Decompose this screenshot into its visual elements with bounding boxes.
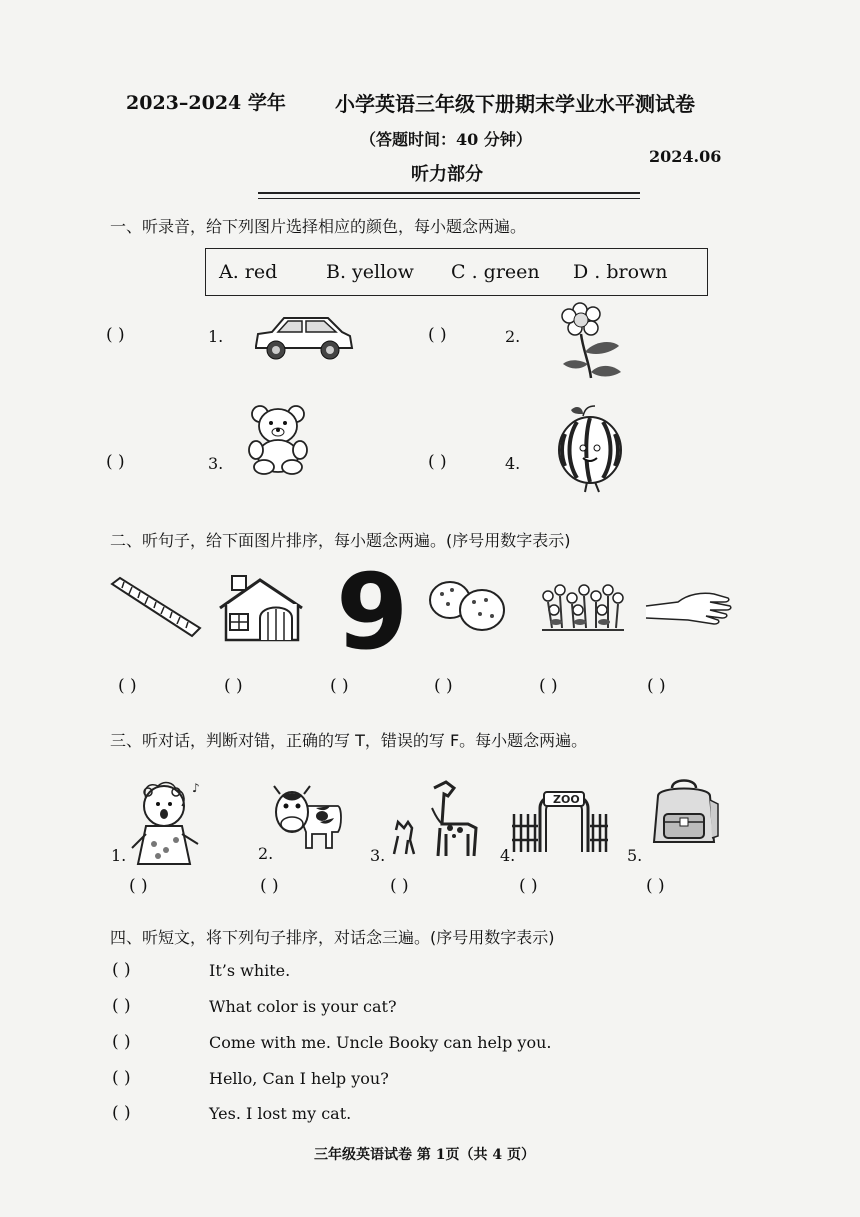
exam-date: 2024.06 <box>649 147 722 166</box>
title-rule <box>258 192 640 194</box>
section1-heading: 一、听录音，给下列图片选择相应的颜色，每小题念两遍。 <box>110 217 527 236</box>
cookies-icon <box>428 578 508 634</box>
color-options-box <box>205 248 708 296</box>
sentence-blank-4[interactable]: ( ) <box>112 1068 131 1088</box>
exam-title: 小学英语三年级下册期末学业水平测试卷 <box>335 92 695 116</box>
judge-number-1: 1. <box>111 846 127 865</box>
house-icon <box>216 574 306 644</box>
exam-duration: （答题时间：40 分钟） <box>360 130 532 149</box>
sentence-blank-1[interactable]: ( ) <box>112 960 131 980</box>
sentence-2: What color is your cat? <box>209 997 397 1016</box>
flowers-icon <box>538 582 624 632</box>
sentence-blank-5[interactable]: ( ) <box>112 1103 131 1123</box>
order-blank-1[interactable]: ( ) <box>118 676 137 696</box>
flower-icon <box>555 300 630 382</box>
option-a: A. red <box>219 261 278 283</box>
zoo-gate-icon <box>512 786 608 856</box>
cow-icon <box>272 782 344 850</box>
hand-icon <box>644 588 732 628</box>
car-icon <box>250 310 355 364</box>
section3-heading: 三、听对话，判断对错，正确的写 T，错误的写 F。每小题念两遍。 <box>110 731 588 750</box>
judge-number-2: 2. <box>258 844 274 863</box>
judge-blank-1[interactable]: ( ) <box>129 876 148 896</box>
option-c: C . green <box>451 261 540 283</box>
judge-blank-5[interactable]: ( ) <box>646 876 665 896</box>
giraffe-icon <box>384 778 484 858</box>
sentence-blank-2[interactable]: ( ) <box>112 996 131 1016</box>
order-blank-3[interactable]: ( ) <box>330 676 349 696</box>
answer-blank-3[interactable]: ( ) <box>106 452 125 472</box>
judge-blank-3[interactable]: ( ) <box>390 876 409 896</box>
judge-number-3: 3. <box>370 846 386 865</box>
sentence-4: Hello, Can I help you? <box>209 1069 389 1088</box>
school-year: 2023–2024 学年 <box>126 92 286 114</box>
section-part-title: 听力部分 <box>411 164 483 185</box>
item-number-3: 3. <box>208 454 224 473</box>
sentence-blank-3[interactable]: ( ) <box>112 1032 131 1052</box>
answer-blank-4[interactable]: ( ) <box>428 452 447 472</box>
sentence-3: Come with me. Uncle Booky can help you. <box>209 1033 552 1052</box>
number-nine-icon: 9 <box>336 551 409 673</box>
title-rule-thin <box>258 198 640 199</box>
judge-blank-2[interactable]: ( ) <box>260 876 279 896</box>
option-b: B. yellow <box>326 261 414 283</box>
watermelon-icon <box>555 404 627 494</box>
judge-blank-4[interactable]: ( ) <box>519 876 538 896</box>
section2-heading: 二、听句子，给下面图片排序，每小题念两遍。(序号用数字表示) <box>110 531 571 550</box>
judge-number-4: 4. <box>500 846 516 865</box>
sentence-1: It’s white. <box>209 961 291 980</box>
answer-blank-2[interactable]: ( ) <box>428 325 447 345</box>
judge-number-5: 5. <box>627 846 643 865</box>
svg-text:♪: ♪ <box>192 781 200 795</box>
teddy-bear-icon <box>246 404 312 474</box>
ruler-icon <box>108 576 202 638</box>
item-number-2: 2. <box>505 327 521 346</box>
zoo-sign-text: ZOO <box>553 793 580 806</box>
section4-heading: 四、听短文，将下列句子排序，对话念三遍。(序号用数字表示) <box>110 928 555 947</box>
page-footer: 三年级英语试卷 第 1页（共 4 页） <box>314 1147 535 1163</box>
item-number-1: 1. <box>208 327 224 346</box>
order-blank-6[interactable]: ( ) <box>647 676 666 696</box>
item-number-4: 4. <box>505 454 521 473</box>
sentence-5: Yes. I lost my cat. <box>209 1104 352 1123</box>
order-blank-4[interactable]: ( ) <box>434 676 453 696</box>
girl-icon <box>128 778 214 868</box>
order-blank-5[interactable]: ( ) <box>539 676 558 696</box>
option-d: D . brown <box>573 261 668 283</box>
answer-blank-1[interactable]: ( ) <box>106 325 125 345</box>
order-blank-2[interactable]: ( ) <box>224 676 243 696</box>
backpack-icon <box>650 778 720 848</box>
